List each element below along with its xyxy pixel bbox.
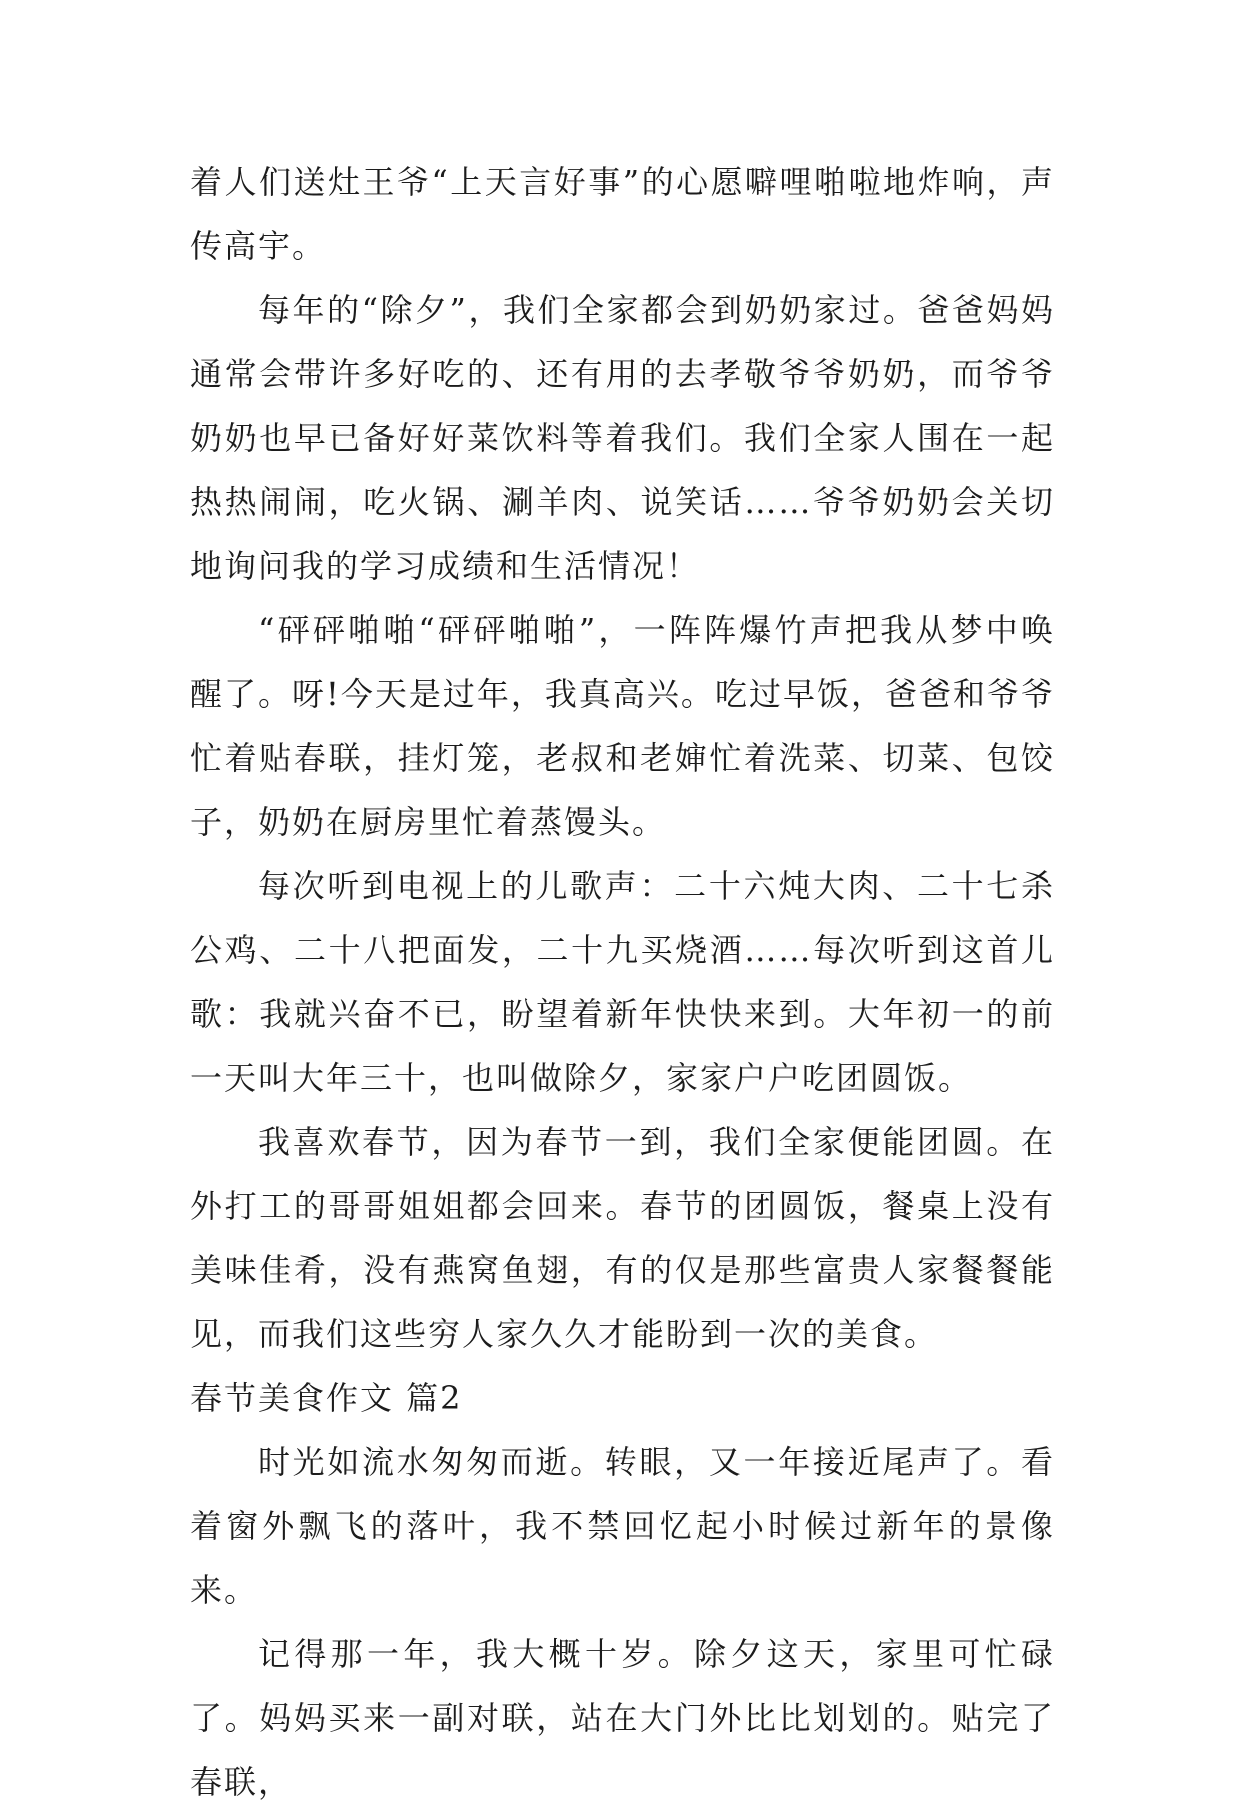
paragraph-5: 我喜欢春节，因为春节一到，我们全家便能团圆。在外打工的哥哥姐姐都会回来。春节的团圆饭，餐桌上没有美味佳肴，没有燕窝鱼翅，有的仅是那些富贵人家餐餐能见，而我们这些穷人家久久才能盼到一次的美食。 [190, 1123, 1055, 1353]
paragraph-7: 记得那一年，我大概十岁。除夕这天，家里可忙碌了。妈妈买来一副对联，站在大门外比比划划的。贴完了春联， [190, 1635, 1055, 1801]
document-body [190, 150, 1055, 1814]
paragraph-3: “砰砰啪啪“砰砰啪啪”，一阵阵爆竹声把我从梦中唤醒了。呀!今天是过年，我真高兴。吃过早饭，爸爸和爷爷忙着贴春联，挂灯笼，老叔和老婶忙着洗菜、切菜、包饺子，奶奶在厨房里忙着蒸馒头。 [190, 611, 1055, 841]
paragraph-1: 着人们送灶王爷“上天言好事”的心愿噼哩啪啦地炸响，声传高宇。 [190, 163, 1055, 265]
paragraph-4: 每次听到电视上的儿歌声：二十六炖大肉、二十七杀公鸡、二十八把面发，二十九买烧酒……每次听到这首儿歌：我就兴奋不已，盼望着新年快快来到。大年初一的前一天叫大年三十，也叫做除夕，家家户户吃团圆饭。 [190, 867, 1055, 1097]
paragraph-6: 时光如流水匆匆而逝。转眼，又一年接近尾声了。看着窗外飘飞的落叶，我不禁回忆起小时候过新年的景像来。 [190, 1443, 1055, 1609]
section-title: 春节美食作文 篇2 [190, 1379, 463, 1417]
paragraph-2: 每年的“除夕”，我们全家都会到奶奶家过。爸爸妈妈通常会带许多好吃的、还有用的去孝敬爷爷奶奶，而爷爷奶奶也早已备好好菜饮料等着我们。我们全家人围在一起热热闹闹，吃火锅、涮羊肉、说笑话……爷爷奶奶会关切地询问我的学习成绩和生活情况！ [190, 291, 1055, 585]
